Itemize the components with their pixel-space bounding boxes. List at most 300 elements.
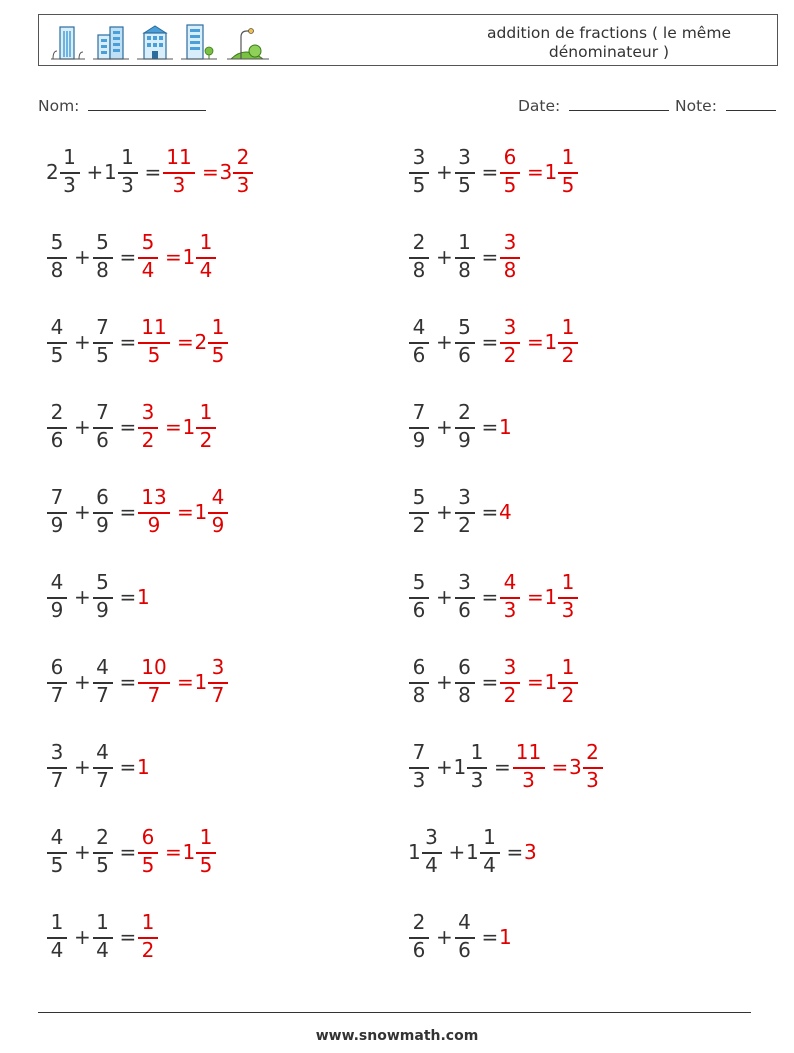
second-term-fraction (454, 485, 476, 541)
answer-whole: 4 (499, 500, 512, 524)
numerator: 6 (141, 825, 155, 849)
answer-fraction (582, 740, 604, 796)
numerator: 6 (458, 655, 471, 679)
answer-fraction (137, 825, 159, 881)
plus-sign: + (436, 755, 453, 779)
equals-sign: = (481, 330, 499, 354)
equals-sign: = (119, 245, 137, 269)
building-icon (51, 21, 85, 63)
first-term-fraction (408, 740, 430, 796)
numerator: 7 (50, 485, 64, 509)
plus-sign: + (436, 500, 453, 524)
numerator: 3 (458, 485, 471, 509)
denominator: 8 (458, 683, 471, 707)
numerator: 1 (561, 145, 575, 169)
problem-item (46, 485, 386, 545)
numerator: 4 (96, 655, 109, 679)
answer-fraction (195, 825, 217, 881)
problem-item (408, 315, 748, 375)
first-term-fraction (59, 145, 81, 201)
answer-fraction (557, 145, 579, 201)
answer-fraction (207, 315, 229, 371)
denominator: 4 (96, 938, 109, 962)
denominator: 4 (50, 938, 64, 962)
denominator: 9 (50, 598, 64, 622)
numerator: 3 (211, 655, 225, 679)
second-term-fraction (92, 910, 114, 966)
first-term-fraction (408, 655, 430, 711)
answer-fraction (207, 485, 229, 541)
numerator: 3 (503, 230, 517, 254)
answer-whole: 1 (137, 755, 150, 779)
denominator: 6 (412, 598, 426, 622)
numerator: 6 (503, 145, 517, 169)
answer-whole: 1 (544, 585, 558, 609)
plus-sign: + (74, 670, 91, 694)
equals-sign: = (481, 245, 499, 269)
numerator: 3 (458, 570, 471, 594)
numerator: 4 (50, 825, 64, 849)
first-term-fraction (408, 910, 430, 966)
numerator: 3 (50, 740, 64, 764)
answer-equals-sign: = (165, 840, 182, 864)
answer-fraction (137, 655, 171, 711)
equals-sign: = (481, 670, 499, 694)
answer-equals-sign: = (202, 160, 219, 184)
numerator: 1 (199, 230, 213, 254)
second-term-fraction (454, 315, 476, 371)
numerator: 4 (412, 315, 426, 339)
answer-whole: 1 (544, 670, 558, 694)
denominator: 9 (50, 513, 64, 537)
answer-whole: 1 (544, 330, 558, 354)
numerator: 6 (96, 485, 109, 509)
equals-sign: = (481, 500, 499, 524)
denominator: 9 (96, 513, 109, 537)
problem-item (46, 145, 386, 205)
denominator: 3 (561, 598, 575, 622)
denominator: 2 (141, 428, 155, 452)
numerator: 3 (425, 825, 438, 849)
first-term-fraction (408, 230, 430, 286)
first-term-fraction (408, 315, 430, 371)
problem-item (408, 910, 748, 970)
answer-whole: 1 (182, 840, 196, 864)
tower-with-tree-icon (181, 21, 217, 63)
numerator: 11 (141, 315, 167, 339)
problem-item (408, 655, 748, 715)
second-term-fraction (92, 655, 114, 711)
denominator: 6 (412, 343, 426, 367)
answer-equals-sign: = (527, 670, 544, 694)
answer-equals-sign: = (527, 330, 544, 354)
numerator: 4 (96, 740, 109, 764)
problem-item (46, 910, 386, 970)
numerator: 1 (63, 145, 76, 169)
second-term-fraction (454, 655, 476, 711)
equals-sign: = (119, 925, 137, 949)
denominator: 6 (458, 598, 471, 622)
plus-sign: + (74, 330, 91, 354)
note-field (675, 94, 776, 115)
answer-equals-sign: = (177, 500, 194, 524)
second-term-fraction (454, 400, 476, 456)
answer-fraction (207, 655, 229, 711)
denominator: 6 (96, 428, 109, 452)
answer-fraction (137, 485, 171, 541)
answer-fraction (499, 570, 521, 626)
answer-fraction (137, 400, 159, 456)
first-term-fraction (46, 825, 68, 881)
answer-fraction (137, 910, 159, 966)
denominator: 9 (412, 428, 426, 452)
numerator: 5 (50, 230, 64, 254)
answer-equals-sign: = (527, 160, 544, 184)
numerator: 5 (412, 570, 426, 594)
denominator: 8 (503, 258, 517, 282)
second-term-whole: 1 (466, 840, 479, 864)
first-term-fraction (46, 315, 68, 371)
second-term-whole: 1 (104, 160, 117, 184)
second-term-fraction (92, 485, 114, 541)
denominator: 5 (211, 343, 225, 367)
plus-sign: + (74, 500, 91, 524)
numerator: 5 (96, 230, 109, 254)
numerator: 1 (483, 825, 496, 849)
numerator: 11 (166, 145, 192, 169)
denominator: 2 (458, 513, 471, 537)
denominator: 7 (147, 683, 161, 707)
plus-sign: + (74, 245, 91, 269)
date-label: Date: (518, 97, 561, 115)
numerator: 3 (458, 145, 471, 169)
denominator: 5 (412, 173, 426, 197)
denominator: 2 (561, 343, 575, 367)
second-term-fraction (92, 825, 114, 881)
problem-item (408, 230, 748, 290)
second-term-fraction (454, 145, 476, 201)
denominator: 8 (458, 258, 471, 282)
equals-sign: = (119, 330, 137, 354)
apartment-icon (137, 21, 173, 63)
plus-sign: + (74, 415, 91, 439)
first-term-fraction (46, 570, 68, 626)
first-term-fraction (408, 570, 430, 626)
denominator: 7 (96, 768, 109, 792)
numerator: 1 (561, 570, 575, 594)
equals-sign: = (481, 415, 499, 439)
answer-fraction (499, 145, 521, 201)
second-term-whole: 1 (453, 755, 467, 779)
problem-item (46, 570, 386, 630)
name-label: Nom: (38, 97, 80, 115)
problem-item (46, 315, 386, 375)
equals-sign: = (119, 670, 137, 694)
answer-whole: 2 (194, 330, 208, 354)
numerator: 1 (96, 910, 109, 934)
denominator: 7 (211, 683, 225, 707)
numerator: 3 (412, 145, 426, 169)
first-term-fraction (46, 910, 68, 966)
numerator: 2 (50, 400, 64, 424)
numerator: 1 (458, 230, 471, 254)
date-field (518, 94, 669, 115)
equals-sign: = (119, 755, 137, 779)
plus-sign: + (86, 160, 104, 184)
denominator: 8 (50, 258, 64, 282)
numerator: 1 (561, 315, 575, 339)
answer-equals-sign: = (177, 670, 194, 694)
answer-equals-sign: = (165, 415, 182, 439)
answer-whole: 1 (182, 245, 196, 269)
plus-sign: + (74, 585, 91, 609)
first-term-fraction (408, 145, 430, 201)
answer-fraction (195, 400, 217, 456)
denominator: 5 (96, 343, 109, 367)
note-blank (726, 94, 776, 111)
answer-fraction (499, 655, 521, 711)
second-term-fraction (479, 825, 501, 881)
problem-item (46, 230, 386, 290)
denominator: 2 (503, 343, 517, 367)
first-term-whole: 2 (46, 160, 59, 184)
numerator: 1 (199, 400, 213, 424)
numerator: 2 (458, 400, 471, 424)
problem-item (408, 740, 748, 800)
denominator: 7 (50, 683, 64, 707)
numerator: 4 (50, 570, 64, 594)
numerator: 1 (141, 910, 155, 934)
answer-whole: 1 (137, 585, 150, 609)
denominator: 6 (412, 938, 426, 962)
denominator: 9 (96, 598, 109, 622)
numerator: 2 (412, 230, 426, 254)
numerator: 3 (503, 315, 517, 339)
second-term-fraction (454, 570, 476, 626)
plus-sign: + (74, 925, 91, 949)
numerator: 7 (96, 315, 109, 339)
denominator: 7 (50, 768, 64, 792)
second-term-fraction (92, 315, 114, 371)
answer-equals-sign: = (165, 245, 182, 269)
equals-sign: = (481, 585, 499, 609)
denominator: 2 (199, 428, 213, 452)
answer-equals-sign: = (177, 330, 194, 354)
first-term-fraction (46, 740, 68, 796)
numerator: 4 (458, 910, 471, 934)
numerator: 1 (50, 910, 64, 934)
denominator: 2 (141, 938, 155, 962)
denominator: 3 (172, 173, 186, 197)
worksheet-title: addition de fractions ( le même dénominateur ) (487, 24, 731, 61)
answer-fraction (195, 230, 217, 286)
answer-whole: 3 (219, 160, 233, 184)
numerator: 6 (412, 655, 426, 679)
header-box (38, 14, 778, 66)
problem-item (46, 400, 386, 460)
answer-fraction (499, 315, 521, 371)
first-term-fraction (421, 825, 443, 881)
answer-whole: 3 (524, 840, 537, 864)
plus-sign: + (436, 585, 453, 609)
answer-whole: 1 (182, 415, 196, 439)
plus-sign: + (436, 245, 453, 269)
denominator: 5 (96, 853, 109, 877)
plus-sign: + (436, 160, 453, 184)
first-term-fraction (408, 485, 430, 541)
problem-item (408, 825, 748, 885)
numerator: 5 (141, 230, 155, 254)
footer-url: www.snowmath.com (315, 1028, 479, 1044)
denominator: 3 (470, 768, 484, 792)
numerator: 5 (458, 315, 471, 339)
answer-fraction (137, 230, 159, 286)
denominator: 8 (96, 258, 109, 282)
numerator: 3 (503, 655, 517, 679)
plus-sign: + (436, 415, 453, 439)
denominator: 5 (147, 343, 161, 367)
answer-fraction (499, 230, 521, 286)
answer-fraction (137, 315, 171, 371)
denominator: 4 (425, 853, 438, 877)
name-blank (88, 94, 206, 111)
answer-whole: 1 (499, 415, 512, 439)
numerator: 4 (211, 485, 225, 509)
problem-item (46, 740, 386, 800)
denominator: 3 (236, 173, 250, 197)
denominator: 2 (561, 683, 575, 707)
first-term-fraction (408, 400, 430, 456)
answer-fraction (557, 570, 579, 626)
numerator: 1 (561, 655, 575, 679)
denominator: 5 (503, 173, 517, 197)
second-term-fraction (92, 740, 114, 796)
second-term-fraction (454, 230, 476, 286)
denominator: 3 (503, 598, 517, 622)
denominator: 8 (412, 258, 426, 282)
denominator: 5 (50, 853, 64, 877)
second-term-fraction (92, 400, 114, 456)
denominator: 5 (141, 853, 155, 877)
numerator: 7 (96, 400, 109, 424)
denominator: 3 (586, 768, 599, 792)
problem-item (408, 145, 748, 205)
denominator: 5 (199, 853, 213, 877)
numerator: 10 (141, 655, 167, 679)
numerator: 13 (141, 485, 167, 509)
second-term-fraction (454, 910, 476, 966)
denominator: 9 (458, 428, 471, 452)
denominator: 6 (458, 343, 471, 367)
plus-sign: + (74, 840, 91, 864)
plus-sign: + (436, 330, 453, 354)
denominator: 5 (458, 173, 471, 197)
denominator: 5 (50, 343, 64, 367)
denominator: 9 (211, 513, 225, 537)
numerator: 4 (503, 570, 517, 594)
answer-equals-sign: = (527, 585, 544, 609)
answer-fraction (162, 145, 196, 201)
denominator: 3 (522, 768, 535, 792)
answer-whole: 3 (569, 755, 582, 779)
problem-item (408, 485, 748, 545)
answer-whole: 1 (194, 670, 208, 694)
answer-whole: 1 (499, 925, 512, 949)
answer-fraction (232, 145, 254, 201)
plus-sign: + (436, 925, 453, 949)
second-term-fraction (92, 570, 114, 626)
office-building-icon (93, 21, 129, 63)
denominator: 2 (412, 513, 426, 537)
equals-sign: = (481, 160, 499, 184)
numerator: 1 (470, 740, 484, 764)
date-blank (569, 94, 669, 111)
answer-fraction (557, 655, 579, 711)
first-term-fraction (46, 230, 68, 286)
equals-sign: = (119, 840, 137, 864)
numerator: 1 (121, 145, 134, 169)
first-term-fraction (46, 655, 68, 711)
equals-sign: = (119, 585, 137, 609)
second-term-fraction (466, 740, 488, 796)
first-term-fraction (46, 400, 68, 456)
first-term-fraction (46, 485, 68, 541)
numerator: 7 (412, 740, 426, 764)
denominator: 4 (483, 853, 496, 877)
numerator: 2 (96, 825, 109, 849)
equals-sign: = (506, 840, 524, 864)
numerator: 7 (412, 400, 426, 424)
answer-fraction (557, 315, 579, 371)
denominator: 5 (561, 173, 575, 197)
name-field (38, 94, 206, 115)
denominator: 6 (50, 428, 64, 452)
denominator: 4 (141, 258, 155, 282)
numerator: 2 (586, 740, 599, 764)
numerator: 5 (412, 485, 426, 509)
answer-whole: 1 (194, 500, 208, 524)
plus-sign: + (436, 670, 453, 694)
problem-item (46, 655, 386, 715)
denominator: 3 (412, 768, 426, 792)
problem-item (408, 400, 748, 460)
note-label: Note: (675, 97, 717, 115)
equals-sign: = (119, 415, 137, 439)
equals-sign: = (481, 925, 499, 949)
numerator: 2 (236, 145, 250, 169)
denominator: 6 (458, 938, 471, 962)
problem-item (408, 570, 748, 630)
numerator: 1 (211, 315, 225, 339)
numerator: 11 (515, 740, 542, 764)
plus-sign: + (448, 840, 466, 864)
denominator: 8 (412, 683, 426, 707)
footer-divider (38, 1012, 751, 1013)
numerator: 2 (412, 910, 426, 934)
equals-sign: = (144, 160, 162, 184)
denominator: 2 (503, 683, 517, 707)
numerator: 1 (199, 825, 213, 849)
problem-item (46, 825, 386, 885)
denominator: 3 (121, 173, 134, 197)
equals-sign: = (119, 500, 137, 524)
plus-sign: + (74, 755, 91, 779)
park-icon (227, 21, 269, 63)
numerator: 5 (96, 570, 109, 594)
answer-fraction (512, 740, 546, 796)
equals-sign: = (494, 755, 511, 779)
denominator: 3 (63, 173, 76, 197)
